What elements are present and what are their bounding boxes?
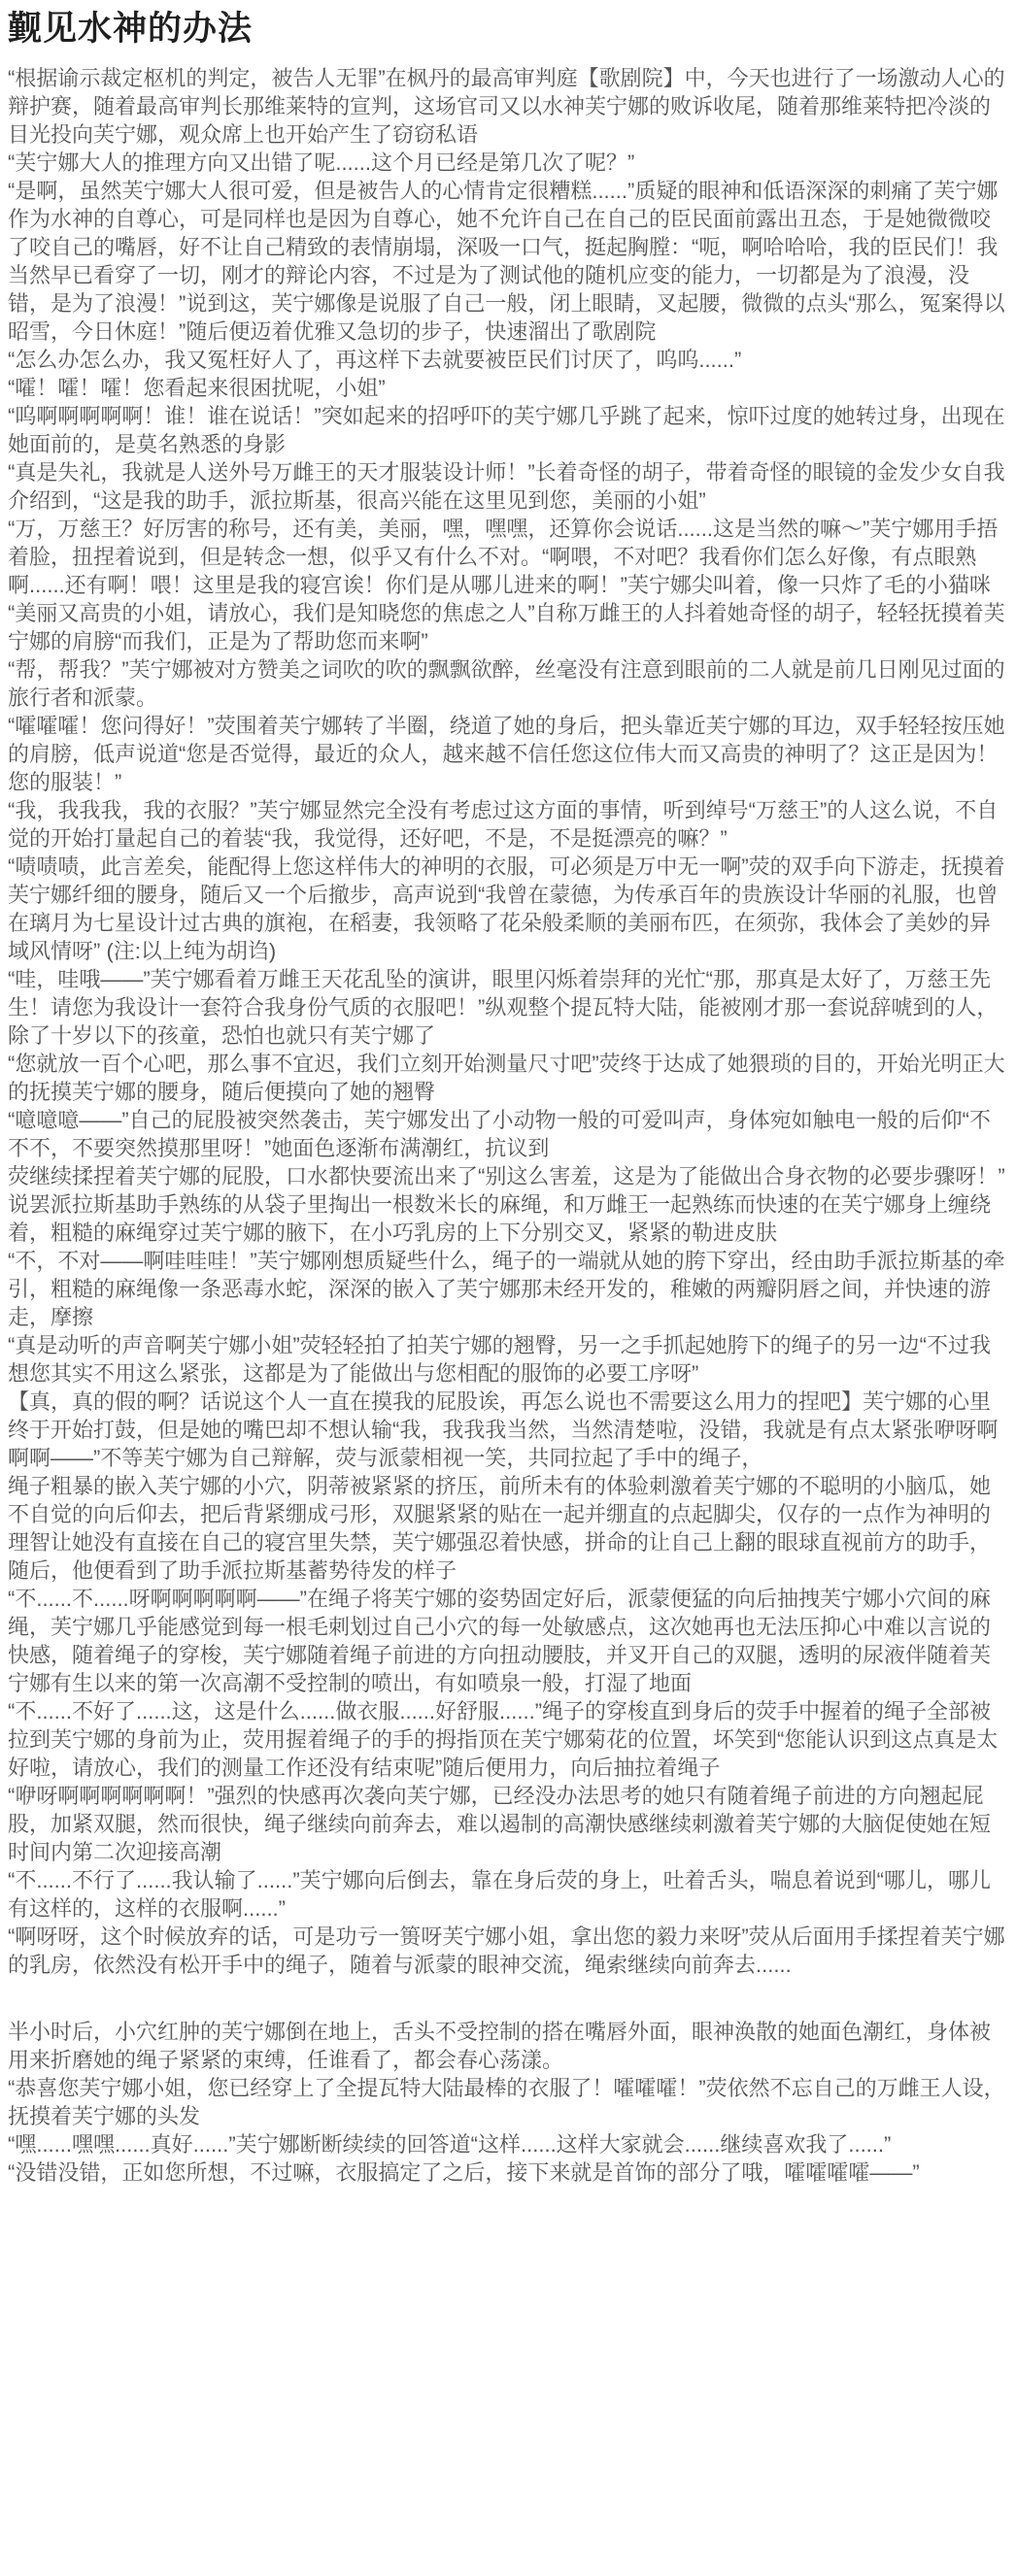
paragraph: “万，万慈王？好厉害的称号，还有美，美丽，嘿，嘿嘿，还算你会说话......这是当然的嘛～”芙宁娜用手捂着脸，扭捏着说到，但是转念一想，似乎又有什么不对。“啊喂，不对吧？我看你们怎么好像，有点眼熟啊......还有啊！喂！这里是我的寝宫诶！你们是从哪儿进来的啊！”芙宁娜尖叫着，像一只炸了毛的小猫咪 [8,517,999,597]
paragraph: 绳子粗暴的嵌入芙宁娜的小穴，阴蒂被紧紧的挤压，前所未有的体验刺激着芙宁娜的不聪明的小脑瓜，她不自觉的向后仰去，把后背紧绷成弓形，双腿紧紧的贴在一起并绷直的点起脚尖，仅存的一点作为神明的理智让她没有直接在自己的寝宫里失禁，芙宁娜强忍着快感，拼命的让自己上翻的眼球直视前方的助手，随后，他便看到了助手派拉斯基蓄势待发的样子 [8,1474,992,1583]
paragraph: “不......不好了......这，这是什么......做衣服......好舒服......”绳子的穿梭直到身后的荧手中握着的绳子全部被拉到芙宁娜的身前为止，荧用握着绳子的手的拇指顶在芙宁娜菊花的位置，坏笑到“您能认识到这点真是太好啦，请放心，我们的测量工作还没有结束呢”随后便用力，向后抽拉着绳子 [8,1699,999,1780]
paragraph-spacer [8,1979,1008,2018]
paragraph: “我，我我我，我的衣服？”芙宁娜显然完全没有考虑过这方面的事情，听到绰号“万慈王”的人这么说，不自觉的开始打量起自己的着装“我，我觉得，还好吧，不是，不是挺漂亮的嘛？” [8,798,999,851]
paragraph: “您就放一百个心吧，那么事不宜迟，我们立刻开始测量尺寸吧”荧终于达成了她猥琐的目的，开始光明正大的抚摸芙宁娜的腰身，随后便摸向了她的翘臀 [8,1052,1005,1104]
paragraph: “噫噫噫——”自己的屁股被突然袭击，芙宁娜发出了小动物一般的可爱叫声，身体宛如触电一般的后仰“不不不，不要突然摸那里呀！”她面色逐渐布满潮红，抗议到 [8,1108,991,1160]
paragraph: “芙宁娜大人的推理方向又出错了呢......这个月已经是第几次了呢？” [8,151,635,175]
paragraph: “美丽又高贵的小姐，请放心，我们是知晓您的焦虑之人”自称万雌王的人抖着她奇怪的胡子，轻轻抚摸着芙宁娜的肩膀“而我们，正是为了帮助您而来啊” [8,601,1005,653]
paragraph: “不......不......呀啊啊啊啊啊——”在绳子将芙宁娜的姿势固定好后，派蒙便猛的向后抽拽芙宁娜小穴间的麻绳，芙宁娜几乎能感觉到每一根毛刺划过自己小穴的每一处敏感点，这次她再也无法压抑心中难以言说的快感，随着绳子的穿梭，芙宁娜随着绳子前进的方向扭动腰肢，并叉开自己的双腿，透明的尿液伴随着芙宁娜有生以来的第一次高潮不受控制的喷出，有如喷泉一般，打湿了地面 [8,1587,992,1695]
paragraph: “啊呀呀，这个时候放弃的话，可是功亏一篑呀芙宁娜小姐，拿出您的毅力来呀”荧从后面用手揉捏着芙宁娜的乳房，依然没有松开手中的绳子，随着与派蒙的眼神交流，绳索继续向前奔去...... [8,1924,1005,1977]
paragraph: “真是失礼，我就是人送外号万雌王的天才服装设计师！”长着奇怪的胡子，带着奇怪的眼镜的金发少女自我介绍到，“这是我的助手，派拉斯基，很高兴能在这里见到您，美丽的小姐” [8,460,1005,513]
paragraph: “咿呀啊啊啊啊啊啊！”强烈的快感再次袭向芙宁娜，已经没办法思考的她只有随着绳子前进的方向翘起屁股，加紧双腿，然而很快，绳子继续向前奔去，难以遏制的高潮快感继续刺激着芙宁娜的大脑促使她在短时间内第二次迎接高潮 [8,1784,992,1864]
paragraph: 【真，真的假的啊？话说这个人一直在摸我的屁股诶，再怎么说也不需要这么用力的捏吧】芙宁娜的心里终于开始打鼓，但是她的嘴巴却不想认输“我，我我我当然，当然清楚啦，没错，我就是有点太紧张咿呀啊啊啊——”不等芙宁娜为自己辩解，荧与派蒙相视一笑，共同拉起了手中的绳子， [8,1389,999,1470]
paragraph: “不......不行了......我认输了......”芙宁娜向后倒去，靠在身后荧的身上，吐着舌头，喘息着说到“哪儿，哪儿有这样的，这样的衣服啊......” [8,1868,992,1921]
page-title: 觐见水神的办法 [8,10,254,48]
paragraph: “嘿......嘿嘿......真好......”芙宁娜断断续续的回答道“这样......这样大家就会......继续喜欢我了......” [8,2132,892,2157]
paragraph: “没错没错，正如您所想，不过嘛，衣服搞定了之后，接下来就是首饰的部分了哦，嚯嚯嚯嚯——” [8,2160,920,2185]
paragraph: 荧继续揉捏着芙宁娜的屁股，口水都快要流出来了“别这么害羞，这是为了能做出合身衣物的必要步骤呀！”说罢派拉斯基助手熟练的从袋子里掏出一根数米长的麻绳，和万雌王一起熟练而快速的在芙宁娜身上缠绕着，粗糙的麻绳穿过芙宁娜的腋下，在小巧乳房的上下分别交叉，紧紧的勒进皮肤 [8,1164,1005,1245]
paragraph: “哇，哇哦——”芙宁娜看着万雌王天花乱坠的演讲，眼里闪烁着崇拜的光忙“那，那真是太好了，万慈王先生！请您为我设计一套符合我身份气质的衣服吧！”纵观整个提瓦特大陆，能被刚才那一套说辞唬到的人，除了十岁以下的孩童，恐怕也就只有芙宁娜了 [8,967,999,1048]
paragraph: “啧啧啧，此言差矣，能配得上您这样伟大的神明的衣服，可必须是万中无一啊”荧的双手向下游走，抚摸着芙宁娜纤细的腰身，随后又一个后撤步，高声说到“我曾在蒙德，为传承百年的贵族设计华丽的礼服，也曾在璃月为七星设计过古典的旗袍，在稻妻，我领略了花朵般柔顺的美丽布匹，在须弥，我体会了美妙的异域风情呀” (注:以上纯为胡诌) [8,854,1005,963]
paragraph: “呜啊啊啊啊啊！谁！谁在说话！”突如起来的招呼吓的芙宁娜几乎跳了起来，惊吓过度的她转过身，出现在她面前的，是莫名熟悉的身影 [8,404,1005,456]
paragraph: 半小时后，小穴红肿的芙宁娜倒在地上，舌头不受控制的搭在嘴唇外面，眼神涣散的她面色潮红，身体被用来折磨她的绳子紧紧的束缚，任谁看了，都会春心荡漾。 [8,2020,992,2072]
paragraph: “是啊，虽然芙宁娜大人很可爱，但是被告人的心情肯定很糟糕......”质疑的眼神和低语深深的刺痛了芙宁娜作为水神的自尊心，可是同样也是因为自尊心，她不允许自己在自己的臣民面前露出丑态，于是她微微咬了咬自己的嘴唇，好不让自己精致的表情崩塌，深吸一口气，挺起胸膛：“呃，啊哈哈哈，我的臣民们！我当然早已看穿了一切，刚才的辩论内容，不过是为了测试他的随机应变的能力，一切都是为了浪漫，没错，是为了浪漫！”说到这，芙宁娜像是说服了自己一般，闭上眼睛，叉起腰，微微的点头“那么，冤案得以昭雪，今日休庭！”随后便迈着优雅又急切的步子，快速溜出了歌剧院 [8,179,1005,344]
paragraph: “不，不对——啊哇哇哇！”芙宁娜刚想质疑些什么，绳子的一端就从她的胯下穿出，经由助手派拉斯基的牵引，粗糙的麻绳像一条恶毒水蛇，深深的嵌入了芙宁娜那未经开发的，稚嫩的两瓣阴唇之间，并快速的游走，摩擦 [8,1249,1005,1329]
paragraph: “真是动听的声音啊芙宁娜小姐”荧轻轻拍了拍芙宁娜的翘臀，另一之手抓起她胯下的绳子的另一边“不过我想您其实不用这么紧张，这都是为了能做出与您相配的服饰的必要工序呀” [8,1333,991,1386]
paragraph: “根据谕示裁定枢机的判定，被告人无罪”在枫丹的最高审判庭【歌剧院】中，今天也进行了一场激动人心的辩护赛，随着最高审判长那维莱特的宣判，这场官司又以水神芙宁娜的败诉收尾，随着那维莱特把冷淡的目光投向芙宁娜，观众席上也开始产生了窃窃私语 [8,66,1005,147]
article-body [8,64,1008,2187]
paragraph: “怎么办怎么办，我又冤枉好人了，再这样下去就要被臣民们讨厌了，呜呜......” [8,348,742,372]
paragraph: “帮，帮我？”芙宁娜被对方赞美之词吹的吹的飘飘欲醉，丝毫没有注意到眼前的二人就是前几日刚见过面的旅行者和派蒙。 [8,657,1005,710]
paragraph: “嚯！嚯！嚯！您看起来很困扰呢，小姐” [8,376,386,400]
paragraph: “恭喜您芙宁娜小姐，您已经穿上了全提瓦特大陆最棒的衣服了！嚯嚯嚯！”荧依然不忘自己的万雌王人设，抚摸着芙宁娜的头发 [8,2076,1005,2128]
paragraph: “嚯嚯嚯！您问得好！”荧围着芙宁娜转了半圈，绕道了她的身后，把头靠近芙宁娜的耳边，双手轻轻按压她的肩膀，低声说道“您是否觉得，最近的众人，越来越不信任您这位伟大而又高贵的神明了？这正是因为！您的服装！” [8,714,1005,794]
